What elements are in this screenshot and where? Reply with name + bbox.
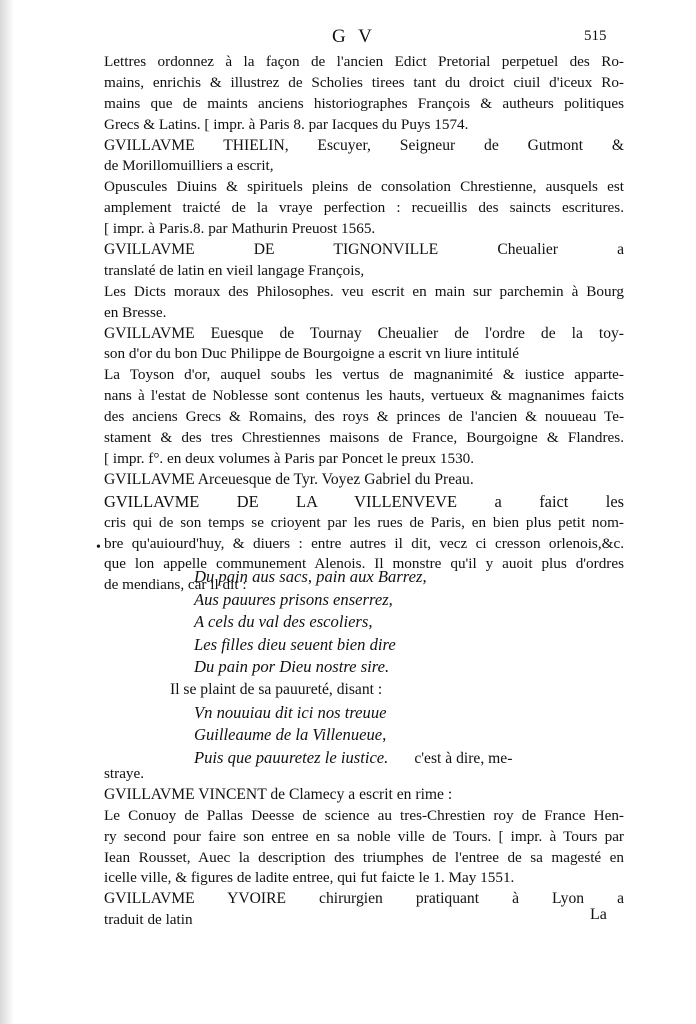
text-line: des anciens Grecs & Romains, des roys & princes de l'ancien & nouueau Te- xyxy=(104,408,624,426)
text-line: amplement traicté de la vraye perfection : recueillis des saincts escritures. xyxy=(104,199,624,217)
catchword: La xyxy=(590,906,607,923)
text-line: que lon appelle communement Alenois. Il monstre qu'il y auoit plus d'ordres xyxy=(104,555,624,573)
text-line: mains, enrichis & illustrez de Scholies tirees tant du droict ciuil d'iceux Ro- xyxy=(104,73,624,91)
running-title: G V xyxy=(332,26,376,47)
verse-last-text: Puis que pauuretez le iustice. xyxy=(194,747,389,767)
verse-tail-text: c'est à dire, me- xyxy=(414,749,513,767)
verse-line: A cels du val des escoliers, xyxy=(194,612,373,632)
verse-line: Les filles dieu seuent bien dire xyxy=(194,634,396,654)
text-line: mains que de maints anciens historiographes François & autheurs politiques xyxy=(104,94,624,112)
text-line: nans à l'estat de Noblesse sont contenus les hauts, vertueux & magnanimes faicts xyxy=(104,387,624,405)
text-line: translaté de latin en vieil langage François, xyxy=(104,261,365,279)
entry-heading: GVILLAVME Euesque de Tournay Cheualier de l'ordre de la toy- xyxy=(104,324,624,342)
entry-heading: GVILLAVME DE TIGNONVILLE Cheualier a xyxy=(104,241,624,259)
text-line: Lettres ordonnez à la façon de l'ancien Edict Pretorial perpetuel des Ro- xyxy=(104,53,624,70)
verse-line: Guilleaume de la Villenueue, xyxy=(194,725,387,745)
verse-line: Vn nouuiau dit ici nos treuue xyxy=(194,702,387,722)
text-line: [ impr. f°. en deux volumes à Paris par Poncet le preux 1530. xyxy=(104,449,475,467)
text-line: son d'or du bon Duc Philippe de Bourgoigne a escrit vn liure intitulé xyxy=(104,345,519,363)
verse-line: Aus pauures prisons enserrez, xyxy=(194,589,393,609)
running-head xyxy=(0,26,696,50)
text-line: La Toyson d'or, auquel soubs les vertus de magnanimité & iustice apparte- xyxy=(104,366,624,384)
text-line: Iean Rousset, Auec la description des triumphes de l'entree de sa magesté en xyxy=(104,848,624,866)
text-line: ry second pour faire son entree en sa noble ville de Tours. [ impr. à Tours par xyxy=(104,827,624,845)
entry-heading: GVILLAVME DE LA VILLENVEVE a faict les xyxy=(104,491,624,511)
text-line: Le Conuoy de Pallas Deesse de science au tres-Chrestien roy de France Hen- xyxy=(104,806,624,824)
entry-heading: GVILLAVME VINCENT de Clamecy a escrit en rime : xyxy=(104,785,453,803)
text-line: de mendians, car il dit : xyxy=(104,576,247,594)
text-line: Opuscules Diuins & spirituels pleins de consolation Chrestienne, ausquels est xyxy=(104,178,624,196)
verse-block xyxy=(170,566,610,769)
page-number: 515 xyxy=(584,28,607,44)
text-line: stament & des tres Chrestiennes maisons de France, Bourgoigne & Flandres. xyxy=(104,429,624,447)
text-line: icelle ville, & figures de ladite entree, qui fut faicte le 1. May 1551. xyxy=(104,869,515,887)
text-line: en Bresse. xyxy=(104,303,167,321)
text-line: traduit de latin xyxy=(104,911,193,929)
verse-line: Du pain aus sacs, pain aux Barrez, xyxy=(194,567,427,586)
text-line: Grecs & Latins. [ impr. à Paris 8. par Iacques du Puys 1574. xyxy=(104,115,469,133)
verse-line: Du pain por Dieu nostre sire. xyxy=(194,657,390,677)
entry-heading: GVILLAVME THIELIN, Escuyer, Seigneur de Gutmont & xyxy=(104,136,624,154)
text-line: de Morillomuilliers a escrit, xyxy=(104,157,274,175)
text-line: straye. xyxy=(104,765,145,782)
text-line: cris qui de son temps se crioyent par les rues de Paris, en bien plus petit nom- xyxy=(104,513,624,531)
margin-mark: • xyxy=(96,540,101,555)
text-line: bre qu'auiourd'huy, & diuers : entre autres il dit, vecz ci cresson orlenois,&c. xyxy=(104,534,624,552)
text-line: Les Dicts moraux des Philosophes. veu escrit en main sur parchemin à Bourg xyxy=(104,282,624,300)
entry-heading: GVILLAVME YVOIRE chirurgien pratiquant à Lyon a xyxy=(104,890,624,908)
verse-interlude: Il se plaint de sa pauureté, disant : xyxy=(170,680,383,698)
entry-heading: GVILLAVME Arceuesque de Tyr. Voyez Gabriel du Preau. xyxy=(104,470,474,488)
body-text-continued xyxy=(104,764,624,931)
text-line: [ impr. à Paris.8. par Mathurin Preuost 1565. xyxy=(104,220,376,238)
body-text xyxy=(104,52,624,596)
gutter-shadow xyxy=(0,0,14,1024)
